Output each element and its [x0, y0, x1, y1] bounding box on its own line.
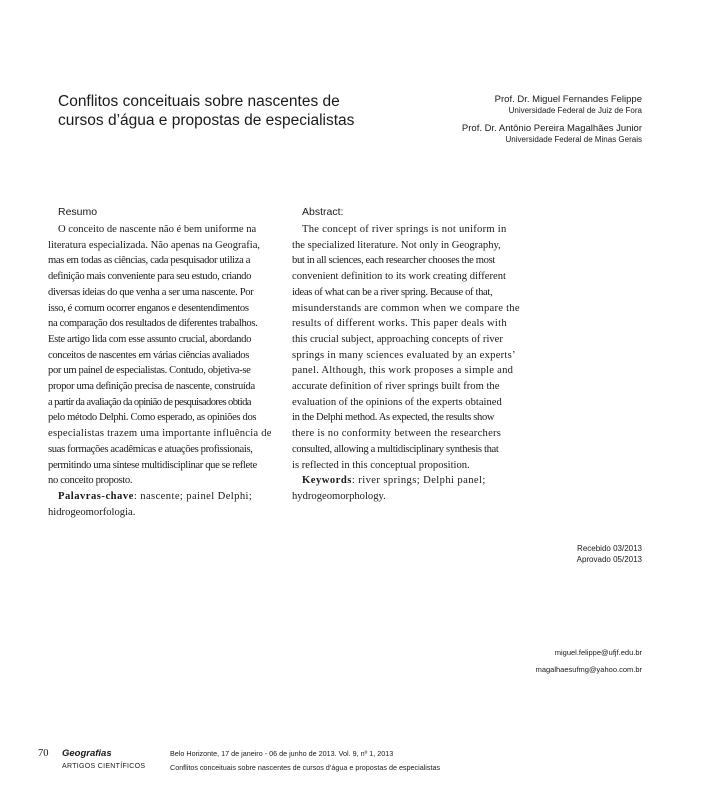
- author-entry: [462, 123, 642, 145]
- article-title-line: Conflitos conceituais sobre nascentes de: [58, 93, 340, 110]
- abstract-body: [292, 222, 518, 505]
- article-title: [58, 92, 358, 130]
- journal-name: Geografias: [62, 748, 112, 759]
- keywords-values: : river springs; Delphi panel;: [351, 475, 486, 487]
- approved-date: Aprovado 05/2013: [576, 555, 642, 564]
- abstract-line: panel. Although, this work proposes a simple and: [292, 365, 514, 377]
- author-list: [462, 94, 642, 152]
- author-affiliation: Universidade Federal de Minas Gerais: [505, 135, 642, 144]
- resumo-line: na comparação dos resultados de diferentes trabalhos.: [48, 318, 258, 330]
- article-title-line: cursos d’água e propostas de especialistas: [58, 112, 355, 129]
- author-email: miguel.felippe@ufjf.edu.br: [554, 648, 642, 657]
- keywords-label: Palavras-chave: [58, 490, 134, 502]
- abstract-line: The concept of river springs is not uniform in: [302, 224, 507, 235]
- abstract-line: this crucial subject, approaching concepts of river: [292, 333, 503, 345]
- author-name: Prof. Dr. Miguel Fernandes Felippe: [494, 94, 642, 105]
- resumo-line: conceitos de nascentes em várias ciências avaliados: [48, 349, 249, 361]
- resumo-line: por um painel de especialistas. Contudo, objetiva-se: [48, 365, 251, 377]
- resumo-line: a partir da avaliação da opinião de pesquisadores obtida: [48, 396, 251, 408]
- resumo-heading: Resumo: [58, 206, 98, 218]
- resumo-body: [48, 222, 274, 520]
- resumo-keywords-continued: hidrogeomorfologia.: [48, 506, 136, 518]
- author-affiliation: Universidade Federal de Juiz de Fora: [508, 106, 642, 115]
- author-email: magalhaesufmg@yahoo.com.br: [535, 665, 642, 674]
- abstract-line: there is no conformity between the researchers: [292, 428, 502, 440]
- abstract-line: ideas of what can be a river spring. Because of that,: [292, 286, 493, 298]
- abstract-line: but in all sciences, each researcher chooses the most: [292, 255, 495, 267]
- abstract-keywords: [292, 473, 518, 489]
- abstract-heading: Abstract:: [302, 206, 344, 218]
- resumo-line: suas formações acadêmicas e atuações profissionais,: [48, 443, 253, 455]
- resumo-line: mas em todas as ciências, cada pesquisador utiliza a: [48, 255, 251, 267]
- abstract-line: in the Delphi method. As expected, the results show: [292, 412, 495, 424]
- page-number: 70: [38, 748, 49, 759]
- abstract-line: the specialized literature. Not only in Geography,: [292, 239, 501, 251]
- abstract-line: springs in many sciences evaluated by an experts’: [292, 349, 516, 361]
- resumo-line: especialistas trazem uma importante influência de: [48, 428, 272, 440]
- abstract-line: evaluation of the opinions of the experts obtained: [292, 396, 502, 408]
- resumo-line: isso, é comum ocorrer enganos e desentendimentos: [48, 302, 249, 314]
- resumo-section: [48, 206, 274, 520]
- resumo-line: diversas ideias do que venha a ser uma nascente. Por: [48, 286, 254, 298]
- resumo-line: pelo método Delphi. Como esperado, as opiniões dos: [48, 412, 257, 424]
- abstract-line: convenient definition to its work creating different: [292, 271, 506, 283]
- author-entry: [462, 94, 642, 116]
- page-footer: [0, 748, 704, 778]
- resumo-line: O conceito de nascente não é bem uniforme na: [58, 224, 257, 235]
- resumo-line: definição mais conveniente para seu estudo, criando: [48, 271, 252, 283]
- resumo-line: literatura especializada. Não apenas na Geografia,: [48, 239, 261, 251]
- abstract-line: is reflected in this conceptual proposition.: [292, 459, 470, 471]
- abstract-line: accurate definition of river springs built from the: [292, 381, 500, 393]
- received-date: Recebido 03/2013: [577, 544, 642, 553]
- section-label: ARTIGOS CIENTÍFICOS: [62, 763, 146, 770]
- resumo-line: no conceito proposto.: [48, 475, 133, 487]
- resumo-keywords: [48, 489, 274, 505]
- abstract-keywords-continued: hydrogeomorphology.: [292, 490, 386, 502]
- author-name: Prof. Dr. Antônio Pereira Magalhães Junior: [461, 123, 642, 134]
- abstract-line: consulted, allowing a multidisciplinary synthesis that: [292, 443, 499, 455]
- resumo-line: Este artigo lida com esse assunto crucial, abordando: [48, 333, 252, 345]
- issue-citation: Belo Horizonte, 17 de janeiro - 06 de junho de 2013. Vol. 9, nº 1, 2013: [170, 749, 394, 758]
- abstract-section: [292, 206, 518, 505]
- keywords-values: : nascente; painel Delphi;: [133, 490, 253, 502]
- abstract-line: results of different works. This paper deals with: [292, 318, 507, 330]
- keywords-label: Keywords: [302, 475, 352, 487]
- abstract-line: misunderstands are common when we compare the: [292, 302, 520, 314]
- running-title: Conflitos conceituais sobre nascentes de cursos d’água e propostas de especialistas: [170, 763, 441, 772]
- resumo-line: permitindo uma síntese multidisciplinar que se reflete: [48, 459, 257, 471]
- author-emails: [536, 646, 642, 680]
- submission-dates: [577, 543, 642, 565]
- resumo-line: propor uma definição precisa de nascente, construída: [48, 381, 255, 393]
